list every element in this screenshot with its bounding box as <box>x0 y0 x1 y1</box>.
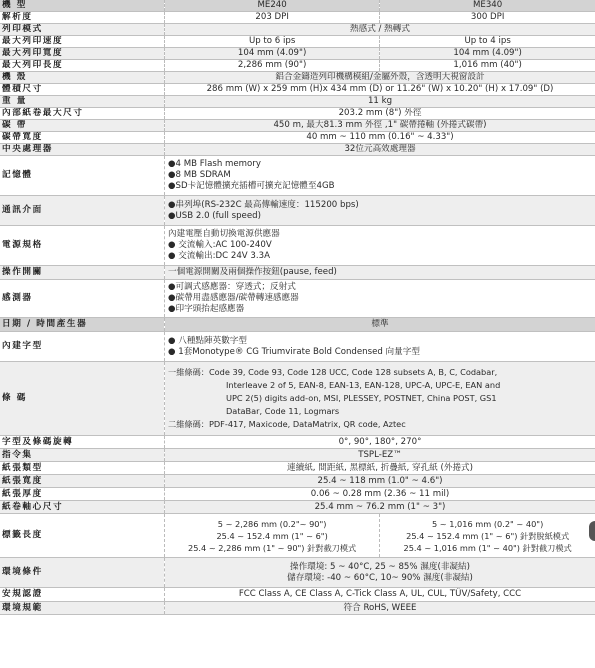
row-environment <box>0 558 595 588</box>
row-print-speed <box>0 36 595 48</box>
value: 11 kg <box>367 96 393 106</box>
value: 203.2 mm (8") 外徑 <box>338 108 422 118</box>
row-media-type <box>0 462 595 475</box>
row-core-size <box>0 501 595 514</box>
value: 286 mm (W) x 259 mm (H)x 434 mm (D) or 11.26" (W) x 10.20" (H) x 17.09" (D) <box>206 84 554 94</box>
row-label: 體積尺寸 <box>0 84 165 96</box>
row-ribbon-width <box>0 132 595 144</box>
row-label: 日期 / 時間產生器 <box>0 318 165 332</box>
row-controls <box>0 266 595 280</box>
value-lines <box>165 226 595 266</box>
row-label: 最大列印長度 <box>0 60 165 72</box>
row-label: 電源規格 <box>0 226 165 266</box>
row-label: 內建字型 <box>0 332 165 362</box>
row-media-width <box>0 475 595 488</box>
value-a: 203 DPI <box>165 12 380 24</box>
value-a: Up to 6 ips <box>165 36 380 48</box>
value-lines <box>165 558 595 588</box>
value-b: 300 DPI <box>470 12 505 22</box>
length-item: 25.4 ~ 152.4 mm (1" ~ 6") <box>216 530 328 541</box>
value: 0°, 90°, 180°, 270° <box>338 436 422 447</box>
row-label: 中央處理器 <box>0 144 165 156</box>
row-label: 安規認證 <box>0 588 165 602</box>
value: 符合 RoHS, WEEE <box>343 602 417 613</box>
row-label: 解析度 <box>0 12 165 24</box>
barcode-line: 一維條碼：Code 39, Code 93, Code 128 UCC, Code 128 subsets A, B, C, Codabar, <box>168 367 498 377</box>
row-ribbon <box>0 120 595 132</box>
row-label: 紙卷軸心尺寸 <box>0 501 165 514</box>
row-label: 重 量 <box>0 96 165 108</box>
barcode-line: Interleave 2 of 5, EAN-8, EAN-13, EAN-128, UPC-A, UPC-E, EAN and <box>226 380 501 390</box>
row-media-thickness <box>0 488 595 501</box>
value: 鋁合金鑄造列印機構模組/金屬外殼，含透明大視窗設計 <box>275 72 485 82</box>
value: 25.4 mm ~ 76.2 mm (1" ~ 3") <box>314 501 446 512</box>
row-interface <box>0 196 595 226</box>
environment-item: 操作環境: 5 ~ 40°C, 25 ~ 85% 濕度(非凝結) <box>290 561 470 572</box>
row-rtc <box>0 318 595 332</box>
value-b: 1,016 mm (40") <box>453 60 522 70</box>
row-sensors <box>0 280 595 318</box>
row-label: 標籤長度 <box>0 514 165 558</box>
length-item: 25.4 ~ 2,286 mm (1" ~ 90") 針對截刀模式 <box>188 542 357 553</box>
row-label: 感測器 <box>0 280 165 318</box>
row-print-length <box>0 60 595 72</box>
row-label: 內部紙卷最大尺寸 <box>0 108 165 120</box>
row-label: 指令集 <box>0 449 165 462</box>
row-weight <box>0 96 595 108</box>
value-b: 104 mm (4.09") <box>453 48 522 58</box>
length-item: 5 ~ 1,016 mm (0.2" ~ 40") <box>431 518 544 529</box>
row-label: 最大列印速度 <box>0 36 165 48</box>
length-item: 25.4 ~ 1,016 mm (1" ~ 40") 針對截刀模式 <box>403 542 572 553</box>
value-b-lines <box>380 514 595 558</box>
interface-item: ●串列埠(RS-232C 最高傳輸速度：115200 bps) <box>168 199 359 210</box>
row-label: 紙張類型 <box>0 462 165 475</box>
value: 熱感式 / 熱轉式 <box>350 24 410 34</box>
row-cpu <box>0 144 595 156</box>
length-item: 5 ~ 2,286 mm (0.2"~ 90") <box>217 518 327 529</box>
row-approvals <box>0 588 595 602</box>
row-fonts <box>0 332 595 362</box>
row-label: 機 型 <box>0 0 165 12</box>
value: 0.06 ~ 0.28 mm (2.36 ~ 11 mil) <box>310 488 450 499</box>
value-b: Up to 4 ips <box>464 36 511 46</box>
value: 標準 <box>371 319 389 329</box>
row-power <box>0 226 595 266</box>
row-compliance <box>0 602 595 615</box>
row-label: 列印模式 <box>0 24 165 36</box>
value: 32位元高效處理器 <box>344 144 416 154</box>
row-rotation <box>0 436 595 449</box>
power-item: ● 交流輸入:AC 100-240V <box>168 240 272 250</box>
row-command-set <box>0 449 595 462</box>
barcode-line: UPC 2(5) digits add-on, MSI, PLESSEY, POSTNET, China POST, GS1 <box>226 393 497 403</box>
value: 一個電源開關及兩個操作按鈕(pause, feed) <box>168 267 337 277</box>
value: 25.4 ~ 118 mm (1.0" ~ 4.6") <box>317 475 443 486</box>
font-item: ● 1套Monotype® CG Triumvirate Bold Condensed 向量字型 <box>168 346 420 357</box>
value-a: 104 mm (4.09") <box>165 48 380 60</box>
row-label: 紙張寬度 <box>0 475 165 488</box>
memory-item: ●8 MB SDRAM <box>168 170 231 180</box>
value: TSPL-EZ™ <box>358 449 402 460</box>
row-label: 紙張厚度 <box>0 488 165 501</box>
value: 450 m, 最大81.3 mm 外徑 ,1" 碳帶捲軸 (外捲式碳帶) <box>273 120 487 130</box>
row-memory <box>0 156 595 196</box>
value: 40 mm ~ 110 mm (0.16" ~ 4.33") <box>306 132 454 142</box>
model-me340: ME340 <box>473 0 503 10</box>
value-lines <box>165 280 595 318</box>
row-print-width <box>0 48 595 60</box>
row-label: 字型及條碼旋轉 <box>0 436 165 449</box>
row-label: 通訊介面 <box>0 196 165 226</box>
row-housing <box>0 72 595 84</box>
row-label: 環境規範 <box>0 602 165 615</box>
row-label: 碳 帶 <box>0 120 165 132</box>
value-a-lines <box>165 514 380 558</box>
memory-item: ●SD卡記憶體擴充插槽可擴充記憶體至4GB <box>168 181 335 191</box>
row-model <box>0 0 595 12</box>
row-label: 記憶體 <box>0 156 165 196</box>
font-item: ● 八種點陣英數字型 <box>168 335 247 346</box>
memory-item: ●4 MB Flash memory <box>168 159 261 169</box>
sensor-item: ●可調式感應器：穿透式；反射式 <box>168 282 296 292</box>
row-dimensions <box>0 84 595 96</box>
scroll-edge-marker <box>589 521 595 541</box>
model-me240: ME240 <box>165 0 380 12</box>
row-media-capacity <box>0 108 595 120</box>
row-label: 條 碼 <box>0 362 165 436</box>
row-label-length <box>0 514 595 558</box>
sensor-item: ●印字頭抬起感應器 <box>168 304 245 314</box>
value-a: 2,286 mm (90") <box>165 60 380 72</box>
barcode-line: DataBar, Code 11, Logmars <box>226 406 340 416</box>
value: FCC Class A, CE Class A, C-Tick Class A, UL, CUL, TÜV/Safety, CCC <box>238 589 522 599</box>
value-lines <box>165 156 595 196</box>
row-label: 機 殼 <box>0 72 165 84</box>
value-lines <box>165 362 595 436</box>
row-print-mode <box>0 24 595 36</box>
barcode-line: 二維條碼：PDF-417, Maxicode, DataMatrix, QR code, Aztec <box>168 419 406 429</box>
value-lines <box>165 196 595 226</box>
power-item: ● 交流輸出:DC 24V 3.3A <box>168 251 270 261</box>
row-resolution <box>0 12 595 24</box>
value-lines <box>165 332 595 362</box>
length-item: 25.4 ~ 152.4 mm (1" ~ 6") 針對脫紙模式 <box>406 530 570 541</box>
value: 連續紙, 間距紙, 黑標紙, 折疊紙, 穿孔紙 (外捲式) <box>287 462 473 473</box>
power-item: 內建電壓自動切換電源供應器 <box>168 229 280 239</box>
row-barcodes <box>0 362 595 436</box>
row-label: 碳帶寬度 <box>0 132 165 144</box>
sensor-item: ●碳帶用盡感應器/碳帶轉速感應器 <box>168 293 299 303</box>
interface-item: ●USB 2.0 (full speed) <box>168 210 261 221</box>
row-label: 操作開關 <box>0 266 165 280</box>
row-label: 環境條件 <box>0 558 165 588</box>
environment-item: 儲存環境: -40 ~ 60°C, 10~ 90% 濕度(非凝結) <box>287 572 473 583</box>
row-label: 最大列印寬度 <box>0 48 165 60</box>
